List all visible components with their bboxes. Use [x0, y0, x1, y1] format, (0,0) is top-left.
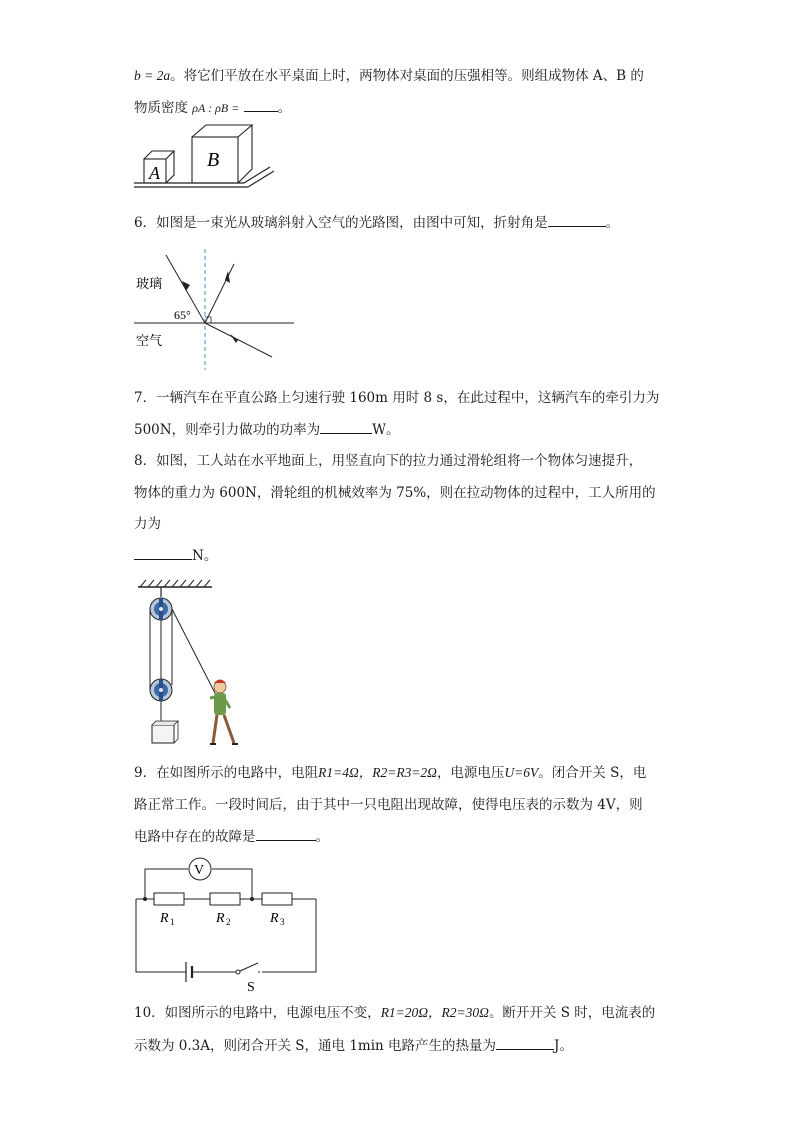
q10-text-a: 10．如图所示的电路中，电源电压不变， — [134, 1005, 381, 1021]
q10-text-2: 示数为 0.3A，则闭合开关 S，通电 1min 电路产生的热量为 — [134, 1038, 497, 1054]
q5-line-2 — [134, 97, 291, 118]
q6-answer-blank[interactable] — [548, 212, 606, 227]
light-path-figure — [132, 247, 302, 372]
q5-answer-blank[interactable] — [244, 97, 278, 112]
q9-text-a: 9．在如图所示的电路中，电阻 — [134, 765, 319, 781]
r3-label: R — [270, 911, 279, 926]
q6-line — [134, 212, 619, 233]
q8-line-1: 8．如图，工人站在水平地面上，用竖直向下的拉力通过滑轮组将一个物体匀速提升， — [134, 453, 643, 469]
q7-line-1: 7．一辆汽车在平直公路上匀速行驶 160m 用时 8 s，在此过程中，这辆汽车的牵引力为 — [134, 390, 660, 406]
cubes-figure — [130, 123, 280, 188]
density-expr: ρA : ρB = — [192, 101, 240, 115]
r2-subscript: 2 — [226, 917, 231, 927]
fixed-pulley — [150, 598, 172, 620]
q8-line-4 — [134, 545, 217, 566]
q9-text-3: 电路中存在的故障是 — [134, 829, 256, 845]
q7-answer-blank[interactable] — [320, 419, 372, 434]
q7-line-2 — [134, 419, 399, 440]
voltage-expr: U=6V — [504, 765, 539, 780]
q9-text-c: 。闭合开关 S，电 — [538, 765, 647, 781]
angle-label: 65° — [174, 308, 191, 322]
r1-subscript: 1 — [170, 917, 175, 927]
q9-answer-blank[interactable] — [256, 826, 316, 841]
q10-text-b: 。断开开关 S 时，电流表的 — [488, 1005, 656, 1021]
q5-expr: b = 2a — [134, 68, 171, 83]
glass-label: 玻璃 — [136, 276, 163, 291]
q5-end: 。 — [277, 100, 292, 116]
r3-subscript: 3 — [280, 917, 285, 927]
r-values-expr: R1=4Ω，R2=R3=2Ω — [318, 765, 437, 780]
q6-text: 6．如图是一束光从玻璃斜射入空气的光路图，由图中可知，折射角是 — [134, 215, 548, 231]
svg-text:V: V — [194, 863, 205, 878]
q10-r-expr: R1=20Ω，R2=30Ω — [380, 1005, 489, 1020]
voltmeter — [189, 858, 211, 880]
q10-end: J。 — [554, 1038, 573, 1054]
r2-label: R — [216, 911, 225, 926]
svg-text:A: A — [149, 163, 160, 183]
q5-text-2: 物质密度 — [134, 100, 188, 116]
cube-a — [144, 151, 174, 183]
movable-pulley — [150, 679, 172, 701]
worker-figure — [210, 680, 238, 745]
cube-b — [192, 125, 252, 183]
q10-line-1 — [134, 1003, 655, 1023]
q9-text-b: ，电源电压 — [436, 765, 505, 781]
resistor-r3 — [262, 893, 292, 905]
resistor-r1 — [154, 893, 184, 905]
q6-end: 。 — [605, 215, 620, 231]
q5-text: 。将它们平放在水平桌面上时，两物体对桌面的压强相等。则组成物体 A、B 的 — [170, 68, 644, 84]
q9-line-2: 路正常工作。一段时间后，由于其中一只电阻出现故障，使得电压表的示数为 4V，则 — [134, 797, 643, 813]
air-label: 空气 — [136, 333, 163, 348]
circuit-figure — [130, 853, 330, 995]
switch-s — [226, 963, 262, 995]
q8-answer-blank[interactable] — [134, 545, 192, 560]
resistor-r2 — [210, 893, 240, 905]
q5-line-1 — [134, 66, 644, 86]
q10-line-2 — [134, 1035, 573, 1056]
q9-line-3 — [134, 826, 329, 847]
q10-answer-blank[interactable] — [496, 1035, 554, 1050]
load-box — [152, 721, 178, 743]
q9-end: 。 — [315, 829, 329, 845]
pulley-figure — [134, 577, 254, 747]
q8-line-2: 物体的重力为 600N，滑轮组的机械效率为 75%，则在拉动物体的过程中，工人所用的 — [134, 485, 656, 501]
r1-label: R — [160, 911, 169, 926]
q9-line-1 — [134, 763, 646, 783]
q7-text: 500N，则牵引力做功的功率为 — [134, 422, 321, 438]
q8-line-3: 力为 — [134, 516, 161, 532]
q7-end: W。 — [372, 422, 400, 438]
svg-text:B: B — [207, 149, 220, 171]
q8-end: N。 — [192, 548, 218, 564]
svg-text:S: S — [247, 980, 255, 995]
